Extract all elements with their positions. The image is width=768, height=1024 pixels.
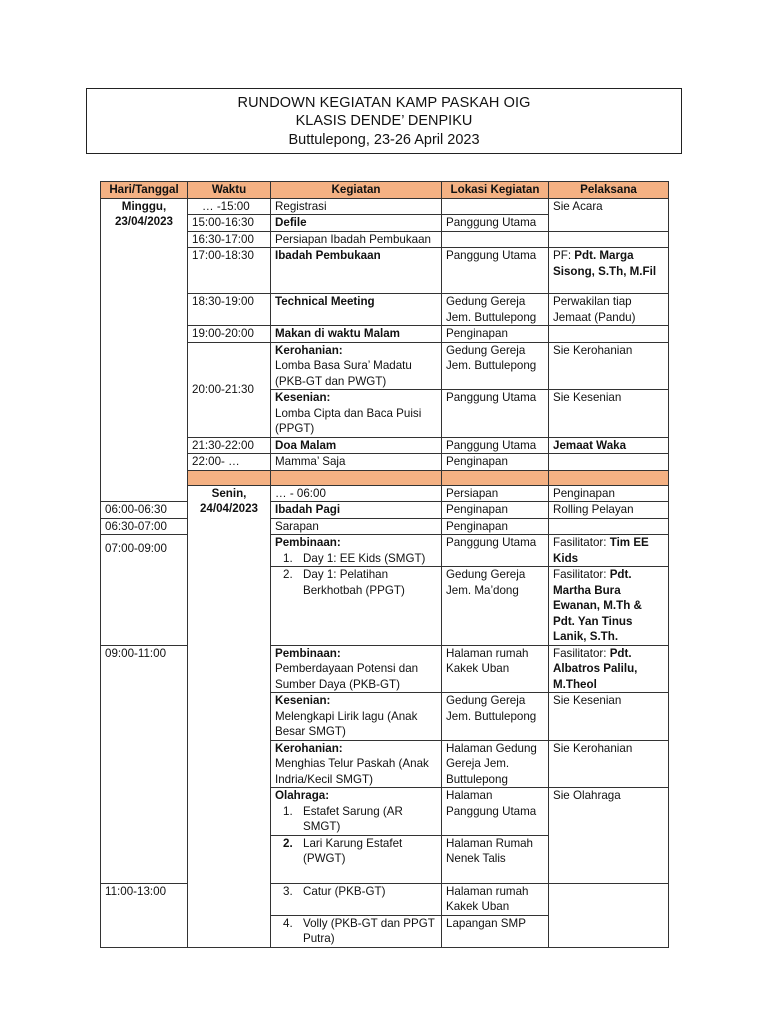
activity-heading: Kesenian: bbox=[275, 391, 331, 404]
activity-cell: Sarapan bbox=[271, 518, 442, 535]
organizer-name: Pdt. Marga Sisong, S.Th, M.Fil bbox=[553, 249, 657, 278]
column-header: Kegiatan bbox=[271, 182, 442, 199]
activity-cell: Kesenian: Melengkapi Lirik lagu (Anak Besar SMGT) bbox=[271, 693, 442, 741]
list-item: 2. Day 1: Pelatihan Berkhotbah (PPGT) bbox=[283, 568, 405, 597]
organizer-cell: Rolling Pelayan bbox=[549, 502, 669, 519]
location-cell: Panggung Utama bbox=[442, 215, 549, 232]
activity-cell: Persiapan bbox=[442, 485, 549, 502]
activity-cell: Persiapan Ibadah Pembukaan bbox=[271, 231, 442, 248]
organizer-cell: Fasilitator: Pdt. Martha Bura Ewanan, M.Th & Pdt. Yan Tinus Lanik, S.Th. bbox=[549, 567, 669, 646]
location-cell: Lapangan SMP bbox=[442, 915, 549, 947]
document-title-box bbox=[86, 88, 682, 154]
activity-cell bbox=[271, 567, 442, 646]
activity-cell: Technical Meeting bbox=[271, 294, 442, 326]
time-cell: 11:00-13:00 bbox=[101, 883, 188, 947]
activity-text: Lomba Basa Sura’ Madatu (PKB-GT dan PWGT) bbox=[275, 359, 412, 388]
time-cell: 17:00-18:30 bbox=[188, 248, 271, 294]
day-name: Minggu, bbox=[121, 199, 167, 213]
document-place-date: Buttulepong, 23-26 April 2023 bbox=[288, 132, 480, 148]
activity-heading: Kerohanian: bbox=[275, 343, 343, 357]
location-cell: Gedung Gereja Jem. Buttulepong bbox=[442, 294, 549, 326]
organizer-cell: Sie Olahraga bbox=[549, 788, 669, 884]
list-item: 4. Volly (PKB-GT dan PPGT Putra) bbox=[283, 916, 435, 945]
activity-cell: Makan di waktu Malam bbox=[271, 326, 442, 343]
activity-cell bbox=[271, 915, 442, 947]
location-cell: Panggung Utama bbox=[442, 437, 549, 454]
table-row bbox=[101, 883, 669, 915]
document-title: RUNDOWN KEGIATAN KAMP PASKAH OIG bbox=[237, 95, 531, 111]
organizer-cell: Sie Acara bbox=[549, 198, 669, 231]
table-row bbox=[101, 198, 669, 215]
time-cell: 21:30-22:00 bbox=[188, 437, 271, 454]
location-cell: Penginapan bbox=[442, 454, 549, 471]
day-date: 24/04/2023 bbox=[199, 502, 259, 515]
organizer-cell bbox=[549, 231, 669, 248]
location-cell: Halaman Gedung Gereja Jem. Buttulepong bbox=[442, 740, 549, 788]
activity-cell: Kerohanian: Menghias Telur Paskah (Anak Indria/Kecil SMGT) bbox=[271, 740, 442, 788]
column-header: Waktu bbox=[188, 182, 271, 199]
list-item: 1. Estafet Sarung (AR SMGT) bbox=[283, 804, 403, 833]
list-item: 3. Catur (PKB-GT) bbox=[283, 884, 386, 898]
activity-cell: Pembinaan: Pemberdayaan Potensi dan Sumber Daya (PKB-GT) bbox=[271, 645, 442, 693]
location-cell: Gedung Gereja Jem. Buttulepong bbox=[442, 693, 549, 741]
time-cell: 15:00-16:30 bbox=[188, 215, 271, 232]
location-cell: Penginapan bbox=[442, 518, 549, 535]
day-date: 23/04/2023 bbox=[114, 215, 174, 228]
time-cell: 22:00- … bbox=[188, 454, 271, 471]
location-cell bbox=[442, 231, 549, 248]
location-cell: Penginapan bbox=[442, 326, 549, 343]
organizer-cell: Sie Kerohanian bbox=[549, 342, 669, 390]
activity-cell bbox=[271, 835, 442, 883]
time-cell: … -15:00 bbox=[188, 198, 271, 215]
time-cell: 20:00-21:30 bbox=[188, 342, 271, 437]
organizer-cell: Sie Kesenian bbox=[549, 390, 669, 438]
organizer-cell: Jemaat Waka bbox=[549, 437, 669, 454]
list-item: 2. Lari Karung Estafet (PWGT) bbox=[283, 836, 403, 865]
activity-cell: Mamma’ Saja bbox=[271, 454, 442, 471]
table-header-row bbox=[101, 182, 669, 199]
location-cell: Halaman Panggung Utama bbox=[442, 788, 549, 836]
activity-heading: Pembinaan: bbox=[275, 536, 341, 549]
organizer-cell bbox=[549, 518, 669, 535]
location-cell: Penginapan bbox=[549, 485, 669, 502]
organizer-cell bbox=[549, 454, 669, 471]
activity-cell bbox=[271, 390, 442, 438]
time-cell: 16:30-17:00 bbox=[188, 231, 271, 248]
document-subtitle-organization: KLASIS DENDE’ DENPIKU bbox=[295, 113, 473, 129]
location-cell: Gedung Gereja Jem. Buttulepong bbox=[442, 342, 549, 390]
location-cell: Halaman rumah Kakek Uban bbox=[442, 645, 549, 693]
activity-cell bbox=[271, 342, 442, 390]
organizer-cell: Fasilitator: Pdt. Albatros Palilu, M.Theol bbox=[549, 645, 669, 693]
location-cell: Halaman Rumah Nenek Talis bbox=[442, 835, 549, 883]
organizer-cell bbox=[549, 883, 669, 947]
organizer-cell bbox=[549, 248, 669, 294]
activity-text: Lomba Cipta dan Baca Puisi (PPGT) bbox=[275, 406, 422, 435]
location-cell: Panggung Utama bbox=[442, 535, 549, 567]
organizer-cell: Sie Kerohanian bbox=[549, 740, 669, 788]
day-name: Senin, bbox=[211, 486, 247, 500]
organizer-cell: Fasilitator: Tim EE Kids bbox=[549, 535, 669, 567]
location-cell: Gedung Gereja Jem. Ma’dong bbox=[442, 567, 549, 646]
location-cell: Panggung Utama bbox=[442, 248, 549, 294]
activity-cell: Registrasi bbox=[271, 198, 442, 215]
column-header: Pelaksana bbox=[549, 182, 669, 199]
time-cell: 06:00-06:30 bbox=[101, 502, 188, 519]
day-cell bbox=[101, 198, 188, 502]
organizer-cell: Sie Kesenian bbox=[549, 693, 669, 741]
activity-cell: Doa Malam bbox=[271, 437, 442, 454]
day-cell bbox=[188, 485, 271, 947]
time-cell: 07:00-09:00 bbox=[101, 535, 188, 646]
activity-cell: Defile bbox=[271, 215, 442, 232]
activity-cell: Ibadah Pembukaan bbox=[271, 248, 442, 294]
column-header: Hari/Tanggal bbox=[101, 182, 188, 199]
table-row bbox=[101, 645, 669, 693]
time-cell: … - 06:00 bbox=[271, 485, 442, 502]
activity-cell: Olahraga: 1. Estafet Sarung (AR SMGT) bbox=[271, 788, 442, 836]
time-cell: 19:00-20:00 bbox=[188, 326, 271, 343]
organizer-prefix: PF: bbox=[553, 249, 575, 262]
table-row bbox=[101, 535, 669, 567]
time-cell: 06:30-07:00 bbox=[101, 518, 188, 535]
list-item: 1. Day 1: EE Kids (SMGT) bbox=[283, 551, 426, 565]
activity-cell bbox=[271, 535, 442, 567]
organizer-cell bbox=[549, 326, 669, 343]
organizer-cell: Perwakilan tiap Jemaat (Pandu) bbox=[549, 294, 669, 326]
location-cell: Panggung Utama bbox=[442, 390, 549, 438]
location-cell bbox=[442, 198, 549, 215]
table-row bbox=[101, 518, 669, 535]
time-cell: 18:30-19:00 bbox=[188, 294, 271, 326]
time-cell: 09:00-11:00 bbox=[101, 645, 188, 883]
activity-cell: Ibadah Pagi bbox=[271, 502, 442, 519]
activity-cell bbox=[271, 883, 442, 915]
column-header: Lokasi Kegiatan bbox=[442, 182, 549, 199]
table-row bbox=[101, 502, 669, 519]
rundown-table bbox=[100, 181, 669, 948]
location-cell: Halaman rumah Kakek Uban bbox=[442, 883, 549, 915]
location-cell: Penginapan bbox=[442, 502, 549, 519]
